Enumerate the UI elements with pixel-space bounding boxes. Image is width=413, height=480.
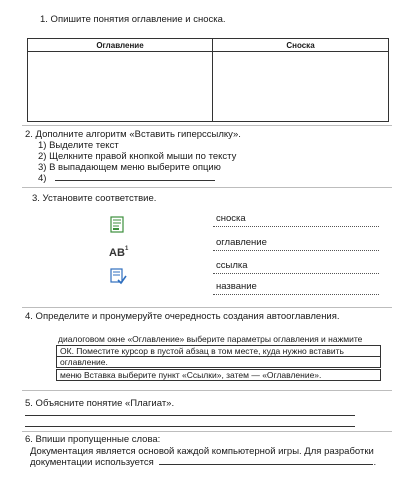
task6-text-line-1: Документация является основой каждой компьютерной игры. Для разработки	[30, 446, 374, 457]
footnote-ab-icon	[108, 244, 130, 259]
task6-end-period: .	[373, 457, 377, 468]
option-toc: оглавление	[216, 237, 267, 248]
task6-text-line-2-prefix: документации используется	[30, 457, 154, 468]
step-4-answer-blank[interactable]	[55, 180, 215, 181]
step-4	[38, 173, 215, 184]
section-divider	[22, 125, 392, 126]
option-footnote: сноска	[216, 213, 246, 224]
footnote-answer-cell[interactable]	[213, 52, 388, 121]
checked-document-icon	[110, 268, 127, 285]
task5-answer-line-2[interactable]	[25, 426, 355, 427]
task6-title: 6. Впиши пропущенные слова:	[25, 434, 161, 445]
document-icon	[110, 216, 124, 233]
step-box-cursor[interactable]: ОК. Поместите курсор в пустой абзац в том месте, куда нужно вставить	[56, 345, 381, 357]
step-1: 1) Выделите текст	[38, 140, 119, 151]
option-link: ссылка	[216, 260, 248, 271]
task5-answer-line-1[interactable]	[25, 415, 355, 416]
task2-title: 2. Дополните алгоритм «Вставить гиперссылку».	[25, 129, 241, 140]
definitions-table	[27, 38, 389, 122]
task4-title: 4. Определите и пронумеруйте очередность создания автооглавления.	[25, 311, 340, 322]
task3-title: 3. Установите соответствие.	[32, 193, 157, 204]
table-header-footnote: Сноска	[213, 39, 388, 52]
task6-answer-blank[interactable]	[159, 464, 373, 465]
section-divider	[22, 307, 392, 308]
section-divider	[22, 431, 392, 432]
section-divider	[22, 390, 392, 391]
task5-title: 5. Объясните понятие «Плагиат».	[25, 398, 175, 409]
step-text-dialog: диалоговом окне «Оглавление» выберите параметры оглавления и нажмите	[58, 334, 363, 344]
task1-title: 1. Опишите понятия оглавление и сноска.	[40, 14, 226, 25]
option-divider	[213, 294, 379, 295]
step-4-number: 4)	[38, 173, 47, 184]
step-2: 2) Щелкните правой кнопкой мыши по тексту	[38, 151, 237, 162]
step-box-toc[interactable]: оглавление.	[56, 356, 381, 368]
option-divider	[213, 226, 379, 227]
option-caption: название	[216, 281, 257, 292]
toc-answer-cell[interactable]	[28, 52, 213, 121]
section-divider	[22, 187, 392, 188]
svg-text:1: 1	[125, 246, 129, 252]
step-box-insert-menu[interactable]: меню Вставка выберите пункт «Ссылки», затем — «Оглавление».	[56, 369, 381, 381]
svg-text:AB: AB	[109, 247, 125, 259]
step-3: 3) В выпадающем меню выберите опцию	[38, 162, 221, 173]
task6-text-line-2	[30, 457, 376, 468]
table-header-toc: Оглавление	[28, 39, 213, 52]
option-divider	[213, 273, 379, 274]
option-divider	[213, 250, 379, 251]
